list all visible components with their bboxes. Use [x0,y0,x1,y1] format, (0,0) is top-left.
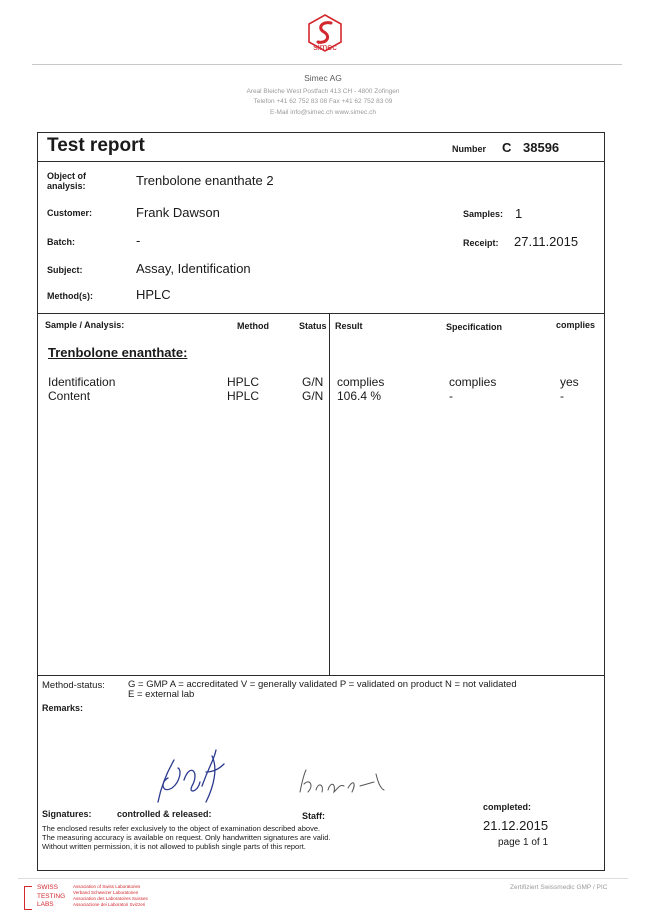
number-prefix: C [502,140,512,155]
disclaimer-line-3: Without written permission, it is not allowed to publish single parts of this report. [42,842,306,851]
subject-value: Assay, Identification [136,261,251,276]
receipt-label: Receipt: [463,238,499,248]
controller-signature [140,742,240,812]
info-divider [37,313,605,314]
association-line-1: Association of Swiss Laboratories [73,884,141,889]
row-1-result: complies [337,375,385,389]
row-2-analysis: Content [48,389,91,403]
col-header-method: Method [237,321,269,331]
company-phone: Telefon +41 62 752 83 08 Fax +41 62 752 83 09 [253,98,393,105]
swiss-testing-labs-bracket-icon [24,886,32,910]
methods-value: HPLC [136,287,171,302]
samples-label: Samples: [463,209,504,219]
method-status-label: Method-status: [42,680,105,691]
method-status-line-1: G = GMP A = accreditated V = generally validated P = validated on product N = not validated [128,679,517,690]
signatures-label: Signatures: [42,809,92,819]
company-email: E-Mail info@simec.ch www.simec.ch [270,109,376,116]
object-label: Object of analysis: [47,171,87,191]
association-list [73,884,148,908]
row-2-status: G/N [302,389,324,403]
result-column-divider [329,313,330,675]
col-header-sample: Sample / Analysis: [45,320,125,330]
controlled-released-label: controlled & released: [117,809,212,819]
methods-label: Method(s): [47,291,93,301]
association-line-2: Verband Schweizer Laboratorien [73,890,139,895]
row-2-result: 106.4 % [337,389,382,403]
completed-date: 21.12.2015 [483,818,549,833]
batch-label: Batch: [47,237,76,247]
title-divider [37,161,605,162]
staff-signature [290,764,400,804]
method-status-legend [128,680,517,700]
customer-value: Frank Dawson [136,205,220,220]
header-divider [32,64,622,65]
row-2-method: HPLC [227,389,260,403]
page-info: page 1 of 1 [498,837,549,848]
company-address: Areal Bleiche West Postfach 413 CH - 4800 Zofingen [246,88,400,95]
col-header-status: Status [299,321,327,331]
customer-label: Customer: [47,208,93,218]
page-title: Test report [47,135,145,156]
row-2-complies: - [560,389,564,403]
col-header-result: Result [335,321,363,331]
subject-label: Subject: [47,265,83,275]
remarks-label: Remarks: [42,703,84,713]
row-1-analysis: Identification [48,375,116,389]
disclaimer-line-1: The enclosed results refer exclusively to the object of examination described above. [42,824,321,833]
row-1-status: G/N [302,375,324,389]
samples-value: 1 [515,206,523,221]
staff-label: Staff: [302,811,325,821]
row-1-specification: complies [449,375,497,389]
method-status-line-2: E = external lab [128,689,195,700]
number-value: 38596 [523,140,560,155]
disclaimer-line-2: The measuring accuracy is available on request. Only handwritten signatures are valid. [42,833,331,842]
receipt-value: 27.11.2015 [514,234,579,249]
bottom-divider [18,878,628,879]
row-1-method: HPLC [227,375,260,389]
batch-value: - [136,233,141,248]
association-line-4: Associazione dei Laboratori Svizzeri [73,902,146,907]
col-header-specification: Specification [446,322,503,332]
gmp-certification: Zertifiziert Swissmedic GMP / PIC [510,884,608,891]
disclaimer [42,824,330,851]
logo-wordmark: simec [313,42,337,52]
number-label: Number [452,144,487,154]
section-title: Trenbolone enanthate: [48,345,188,360]
company-name: Simec AG [304,73,342,83]
object-value: Trenbolone enanthate 2 [136,173,274,188]
completed-label: completed: [483,802,532,812]
association-line-3: Association des Laboratoires Suisses [73,896,148,901]
table-divider [37,675,605,676]
swiss-testing-labs-logo: SWISS TESTING LABS [37,884,66,908]
row-1-complies: yes [560,375,579,389]
col-header-complies: complies [556,320,596,330]
row-2-specification: - [449,389,453,403]
